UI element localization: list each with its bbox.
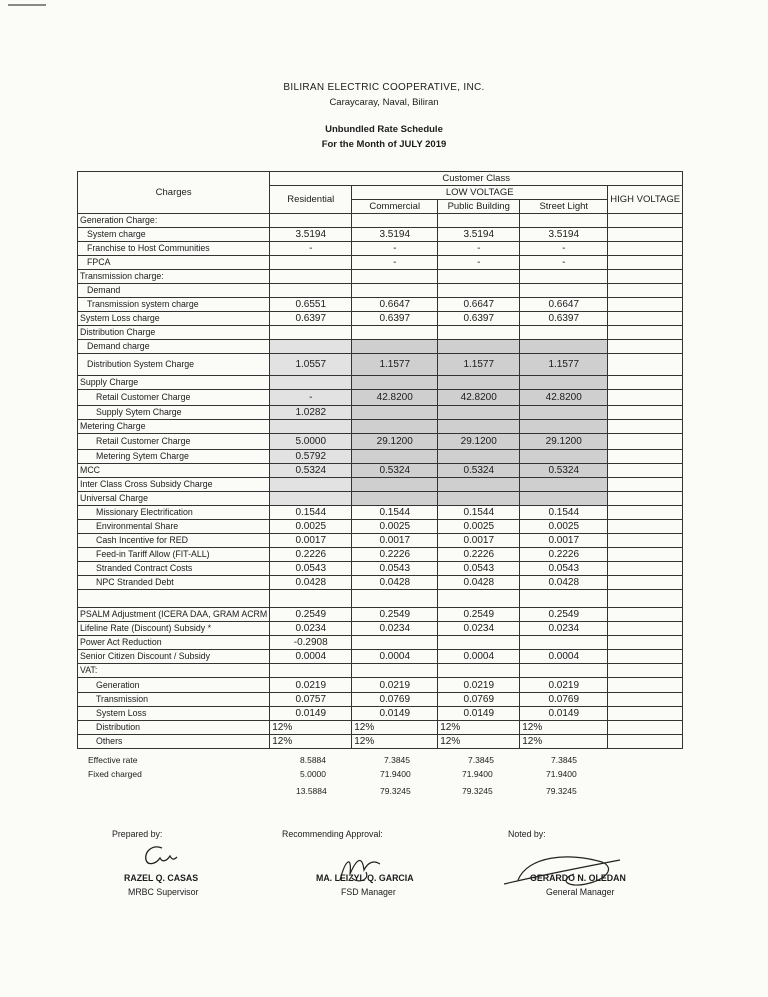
rate-cell: 0.0428	[270, 576, 352, 590]
rate-cell: 0.0219	[438, 678, 520, 693]
rate-cell: 3.5194	[270, 228, 352, 242]
row-label: PSALM Adjustment (ICERA DAA, GRAM ACRM	[78, 608, 270, 622]
rate-cell: 0.2549	[270, 608, 352, 622]
rate-cell: 0.6647	[438, 298, 520, 312]
table-row	[78, 492, 683, 506]
rate-cell: 42.8200	[520, 390, 608, 406]
rate-cell	[270, 284, 352, 298]
row-label: NPC Stranded Debt	[78, 576, 270, 590]
rate-cell: 0.0428	[520, 576, 608, 590]
rate-cell: 0.0149	[438, 707, 520, 721]
rate-cell: 0.0017	[270, 534, 352, 548]
table-row	[78, 608, 683, 622]
rate-cell: 0.0234	[352, 622, 438, 636]
rate-cell: 0.6397	[520, 312, 608, 326]
rate-cell: 0.5324	[352, 464, 438, 478]
rate-cell: 0.0025	[438, 520, 520, 534]
rate-cell	[608, 376, 683, 390]
row-label: Supply Charge	[78, 376, 270, 390]
table-row	[78, 464, 683, 478]
rate-cell: 1.1577	[520, 354, 608, 376]
rate-cell: 0.0543	[520, 562, 608, 576]
rate-cell	[438, 478, 520, 492]
scan-mark	[8, 4, 46, 6]
row-label: System Loss	[78, 707, 270, 721]
recommending-name: MA. LEIZYL Q. GARCIA	[316, 873, 414, 883]
rate-cell	[608, 312, 683, 326]
table-row	[78, 340, 683, 354]
rate-cell: -0.2908	[270, 636, 352, 650]
rate-cell: 0.0004	[520, 650, 608, 664]
rate-cell: 0.5792	[270, 450, 352, 464]
rate-table	[77, 171, 683, 749]
rate-cell	[608, 693, 683, 707]
row-label: System Loss charge	[78, 312, 270, 326]
row-label: VAT:	[78, 664, 270, 678]
rate-cell	[608, 284, 683, 298]
rate-cell: 5.0000	[270, 434, 352, 450]
rate-cell	[352, 284, 438, 298]
rate-cell	[608, 406, 683, 420]
rate-cell: 0.2226	[270, 548, 352, 562]
rate-cell	[608, 354, 683, 376]
effective-street-light: 7.3845	[551, 755, 577, 765]
rate-cell: 42.8200	[352, 390, 438, 406]
rate-cell: 1.0282	[270, 406, 352, 420]
total-street-light: 79.3245	[546, 786, 577, 796]
row-label: Inter Class Cross Subsidy Charge	[78, 478, 270, 492]
noted-by-title: General Manager	[546, 887, 615, 897]
rate-cell	[608, 340, 683, 354]
rate-cell: -	[352, 256, 438, 270]
rate-cell	[608, 622, 683, 636]
rate-cell: 0.0017	[520, 534, 608, 548]
rate-cell	[520, 284, 608, 298]
rate-cell: 0.0543	[270, 562, 352, 576]
rate-cell	[352, 420, 438, 434]
table-row	[78, 326, 683, 340]
rate-cell	[520, 326, 608, 340]
row-label: Transmission	[78, 693, 270, 707]
rate-cell: 0.0234	[270, 622, 352, 636]
row-label: Supply Sytem Charge	[78, 406, 270, 420]
rate-cell: 0.0543	[352, 562, 438, 576]
total-commercial: 79.3245	[380, 786, 411, 796]
rate-cell	[608, 242, 683, 256]
recommending-label: Recommending Approval:	[282, 829, 383, 839]
table-row	[78, 622, 683, 636]
table-row	[78, 520, 683, 534]
rate-cell: 0.0149	[352, 707, 438, 721]
rate-cell: 1.1577	[438, 354, 520, 376]
rate-cell: 0.2226	[352, 548, 438, 562]
rate-cell	[608, 506, 683, 520]
document-title: Unbundled Rate Schedule	[325, 124, 443, 135]
table-row	[78, 678, 683, 693]
org-name: BILIRAN ELECTRIC COOPERATIVE, INC.	[283, 82, 485, 93]
rate-cell: 0.2549	[438, 608, 520, 622]
rate-cell	[608, 707, 683, 721]
table-row	[78, 450, 683, 464]
rate-cell: 0.0757	[270, 693, 352, 707]
table-row	[78, 664, 683, 678]
recommending-signature	[322, 850, 402, 890]
rate-cell: -	[520, 242, 608, 256]
row-label: MCC	[78, 464, 270, 478]
rate-cell: 0.6397	[438, 312, 520, 326]
rate-cell: 0.0234	[520, 622, 608, 636]
rate-cell	[608, 492, 683, 506]
rate-cell	[608, 478, 683, 492]
rate-cell: 12%	[438, 721, 520, 735]
rate-cell: 0.1544	[270, 506, 352, 520]
prepared-by-name: RAZEL Q. CASAS	[124, 873, 199, 883]
rate-cell	[352, 270, 438, 284]
rate-cell: 0.0769	[352, 693, 438, 707]
row-label: Distribution Charge	[78, 326, 270, 340]
row-label: System charge	[78, 228, 270, 242]
rate-cell: 12%	[270, 735, 352, 749]
rate-cell: -	[270, 242, 352, 256]
rate-cell	[608, 608, 683, 622]
rate-cell	[608, 450, 683, 464]
row-label: Stranded Contract Costs	[78, 562, 270, 576]
rate-cell	[352, 636, 438, 650]
rate-cell: 29.1200	[352, 434, 438, 450]
rate-cell	[520, 340, 608, 354]
rate-cell	[438, 214, 520, 228]
fixed-street-light: 71.9400	[546, 769, 577, 779]
rate-cell	[608, 326, 683, 340]
table-row	[78, 406, 683, 420]
rate-cell	[352, 406, 438, 420]
table-row	[78, 707, 683, 721]
fixed-residential: 5.0000	[300, 769, 326, 779]
table-row	[78, 590, 683, 608]
rate-cell: 0.2549	[520, 608, 608, 622]
col-high-voltage: HIGH VOLTAGE	[608, 186, 683, 214]
rate-cell	[270, 478, 352, 492]
rate-cell	[608, 636, 683, 650]
rate-cell	[520, 376, 608, 390]
row-label: Distribution System Charge	[78, 354, 270, 376]
fixed-public-building: 71.9400	[462, 769, 493, 779]
rate-cell	[270, 492, 352, 506]
effective-commercial: 7.3845	[384, 755, 410, 765]
rate-cell	[520, 492, 608, 506]
rate-cell	[438, 664, 520, 678]
rate-cell: -	[438, 242, 520, 256]
row-label: Demand charge	[78, 340, 270, 354]
rate-cell	[608, 228, 683, 242]
rate-cell: 0.0428	[352, 576, 438, 590]
rate-cell	[608, 562, 683, 576]
rate-cell	[608, 420, 683, 434]
table-row	[78, 721, 683, 735]
org-address: Caraycaray, Naval, Biliran	[329, 97, 439, 108]
row-label: Transmission system charge	[78, 298, 270, 312]
row-label: Lifeline Rate (Discount) Subsidy *	[78, 622, 270, 636]
row-label: Retail Customer Charge	[78, 434, 270, 450]
noted-by-name: GERARDO N. OLEDAN	[530, 873, 626, 883]
row-label: Retail Customer Charge	[78, 390, 270, 406]
rate-cell: 12%	[520, 735, 608, 749]
rate-cell	[270, 326, 352, 340]
rate-cell: 1.1577	[352, 354, 438, 376]
rate-cell	[438, 450, 520, 464]
rate-cell	[270, 256, 352, 270]
rate-cell: -	[438, 256, 520, 270]
rate-cell: 29.1200	[520, 434, 608, 450]
rate-cell: 0.1544	[438, 506, 520, 520]
row-label: Demand	[78, 284, 270, 298]
rate-cell: 12%	[352, 721, 438, 735]
rate-cell: 0.0004	[352, 650, 438, 664]
rate-cell: 0.0219	[352, 678, 438, 693]
table-row	[78, 434, 683, 450]
row-label: FPCA	[78, 256, 270, 270]
rate-cell	[608, 214, 683, 228]
rate-cell	[438, 270, 520, 284]
table-row	[78, 390, 683, 406]
rate-cell	[520, 664, 608, 678]
rate-cell: 12%	[438, 735, 520, 749]
rate-cell: 0.6551	[270, 298, 352, 312]
row-label: Power Act Reduction	[78, 636, 270, 650]
rate-cell	[352, 376, 438, 390]
row-label: Transmission charge:	[78, 270, 270, 284]
row-label: Senior Citizen Discount / Subsidy	[78, 650, 270, 664]
table-row	[78, 650, 683, 664]
rate-cell	[520, 590, 608, 608]
rate-cell	[520, 420, 608, 434]
effective-rate-label: Effective rate	[88, 755, 138, 765]
table-row	[78, 693, 683, 707]
rate-cell	[520, 270, 608, 284]
fixed-charged-label: Fixed charged	[88, 769, 142, 779]
rate-cell	[438, 326, 520, 340]
rate-cell: 0.0219	[270, 678, 352, 693]
prepared-by-label: Prepared by:	[112, 829, 163, 839]
table-row	[78, 636, 683, 650]
table-row	[78, 562, 683, 576]
row-label: Environmental Share	[78, 520, 270, 534]
rate-cell: 12%	[270, 721, 352, 735]
rate-cell	[270, 270, 352, 284]
effective-public-building: 7.3845	[468, 755, 494, 765]
rate-cell: 0.0428	[438, 576, 520, 590]
table-row	[78, 376, 683, 390]
row-label	[78, 590, 270, 608]
rate-cell	[608, 735, 683, 749]
rate-cell: 0.2549	[352, 608, 438, 622]
rate-cell	[438, 340, 520, 354]
rate-cell	[352, 590, 438, 608]
rate-cell: 3.5194	[352, 228, 438, 242]
table-row	[78, 312, 683, 326]
rate-cell: 0.0769	[520, 693, 608, 707]
rate-cell	[352, 340, 438, 354]
table-row	[78, 735, 683, 749]
rate-cell	[520, 478, 608, 492]
row-label: Cash Incentive for RED	[78, 534, 270, 548]
rate-cell	[438, 376, 520, 390]
row-label: Generation	[78, 678, 270, 693]
rate-cell: -	[520, 256, 608, 270]
row-label: Generation Charge:	[78, 214, 270, 228]
rate-cell	[608, 721, 683, 735]
table-row	[78, 576, 683, 590]
rate-cell	[270, 214, 352, 228]
row-label: Others	[78, 735, 270, 749]
total-public-building: 79.3245	[462, 786, 493, 796]
rate-cell	[608, 678, 683, 693]
rate-cell	[520, 406, 608, 420]
rate-cell	[608, 650, 683, 664]
rate-cell	[352, 492, 438, 506]
rate-cell	[608, 256, 683, 270]
col-street-light: Street Light	[520, 200, 608, 214]
table-row	[78, 284, 683, 298]
rate-cell	[438, 636, 520, 650]
rate-cell	[270, 420, 352, 434]
row-label: Metering Charge	[78, 420, 270, 434]
rate-cell: 0.0004	[438, 650, 520, 664]
table-row	[78, 214, 683, 228]
rate-cell: 0.0149	[270, 707, 352, 721]
rate-cell	[352, 214, 438, 228]
rate-cell	[270, 664, 352, 678]
rate-cell: 0.0004	[270, 650, 352, 664]
rate-cell: -	[352, 242, 438, 256]
rate-cell: 0.0769	[438, 693, 520, 707]
rate-cell	[608, 534, 683, 548]
rate-cell: 42.8200	[438, 390, 520, 406]
prepared-by-title: MRBC Supervisor	[128, 887, 199, 897]
table-row	[78, 242, 683, 256]
row-label: Metering Sytem Charge	[78, 450, 270, 464]
rate-cell	[438, 406, 520, 420]
rate-cell	[520, 636, 608, 650]
rate-cell: 0.6647	[520, 298, 608, 312]
rate-cell: 0.2226	[520, 548, 608, 562]
rate-cell	[608, 548, 683, 562]
rate-cell	[270, 340, 352, 354]
rate-cell: 0.0234	[438, 622, 520, 636]
rate-cell: 0.0149	[520, 707, 608, 721]
rate-cell: 0.2226	[438, 548, 520, 562]
customer-class-header: Customer Class	[270, 172, 683, 186]
rate-cell: 0.0543	[438, 562, 520, 576]
rate-cell	[352, 664, 438, 678]
table-row	[78, 506, 683, 520]
rate-cell	[608, 520, 683, 534]
fixed-commercial: 71.9400	[380, 769, 411, 779]
rate-cell: 0.5324	[438, 464, 520, 478]
rate-cell	[608, 390, 683, 406]
document-period: For the Month of JULY 2019	[321, 139, 447, 150]
rate-cell: 0.0017	[352, 534, 438, 548]
rate-cell: 0.0219	[520, 678, 608, 693]
rate-cell	[270, 376, 352, 390]
rate-cell: 0.0025	[520, 520, 608, 534]
rate-cell: -	[270, 390, 352, 406]
table-row	[78, 228, 683, 242]
rate-cell: 3.5194	[438, 228, 520, 242]
total-residential: 13.5884	[296, 786, 327, 796]
rate-cell: 12%	[352, 735, 438, 749]
table-row	[78, 270, 683, 284]
row-label: Universal Charge	[78, 492, 270, 506]
rate-cell	[270, 590, 352, 608]
table-row	[78, 478, 683, 492]
rate-cell: 0.0025	[352, 520, 438, 534]
rate-cell: 0.1544	[352, 506, 438, 520]
rate-cell	[352, 478, 438, 492]
recommending-title: FSD Manager	[341, 887, 396, 897]
rate-cell	[608, 664, 683, 678]
rate-cell	[438, 492, 520, 506]
rate-cell	[520, 450, 608, 464]
low-voltage-header: LOW VOLTAGE	[352, 186, 608, 200]
prepared-signature	[140, 842, 180, 872]
rate-cell: 0.6647	[352, 298, 438, 312]
table-row	[78, 420, 683, 434]
row-label: Missionary Electrification	[78, 506, 270, 520]
effective-residential: 8.5884	[300, 755, 326, 765]
rate-cell: 0.5324	[270, 464, 352, 478]
rate-cell	[438, 420, 520, 434]
rate-cell	[438, 590, 520, 608]
rate-cell: 0.6397	[270, 312, 352, 326]
rate-cell: 0.1544	[520, 506, 608, 520]
col-residential: Residential	[270, 186, 352, 214]
rate-cell	[438, 284, 520, 298]
noted-by-label: Noted by:	[508, 829, 546, 839]
rate-cell	[608, 464, 683, 478]
charges-header: Charges	[78, 172, 270, 214]
rate-cell: 1.0557	[270, 354, 352, 376]
rate-cell: 29.1200	[438, 434, 520, 450]
row-label: Distribution	[78, 721, 270, 735]
rate-cell	[608, 434, 683, 450]
col-public-building: Public Building	[438, 200, 520, 214]
rate-cell: 0.5324	[520, 464, 608, 478]
table-row	[78, 298, 683, 312]
rate-cell	[520, 214, 608, 228]
rate-cell: 0.0025	[270, 520, 352, 534]
rate-cell	[608, 576, 683, 590]
rate-cell	[352, 326, 438, 340]
rate-cell: 0.0017	[438, 534, 520, 548]
table-row	[78, 548, 683, 562]
rate-cell: 12%	[520, 721, 608, 735]
col-commercial: Commercial	[352, 200, 438, 214]
rate-cell: 3.5194	[520, 228, 608, 242]
rate-cell	[608, 590, 683, 608]
rate-cell	[352, 450, 438, 464]
rate-cell: 0.6397	[352, 312, 438, 326]
rate-cell	[608, 298, 683, 312]
table-row	[78, 534, 683, 548]
table-row	[78, 256, 683, 270]
table-row	[78, 354, 683, 376]
rate-cell	[608, 270, 683, 284]
row-label: Franchise to Host Communities	[78, 242, 270, 256]
row-label: Feed-in Tariff Allow (FIT-ALL)	[78, 548, 270, 562]
